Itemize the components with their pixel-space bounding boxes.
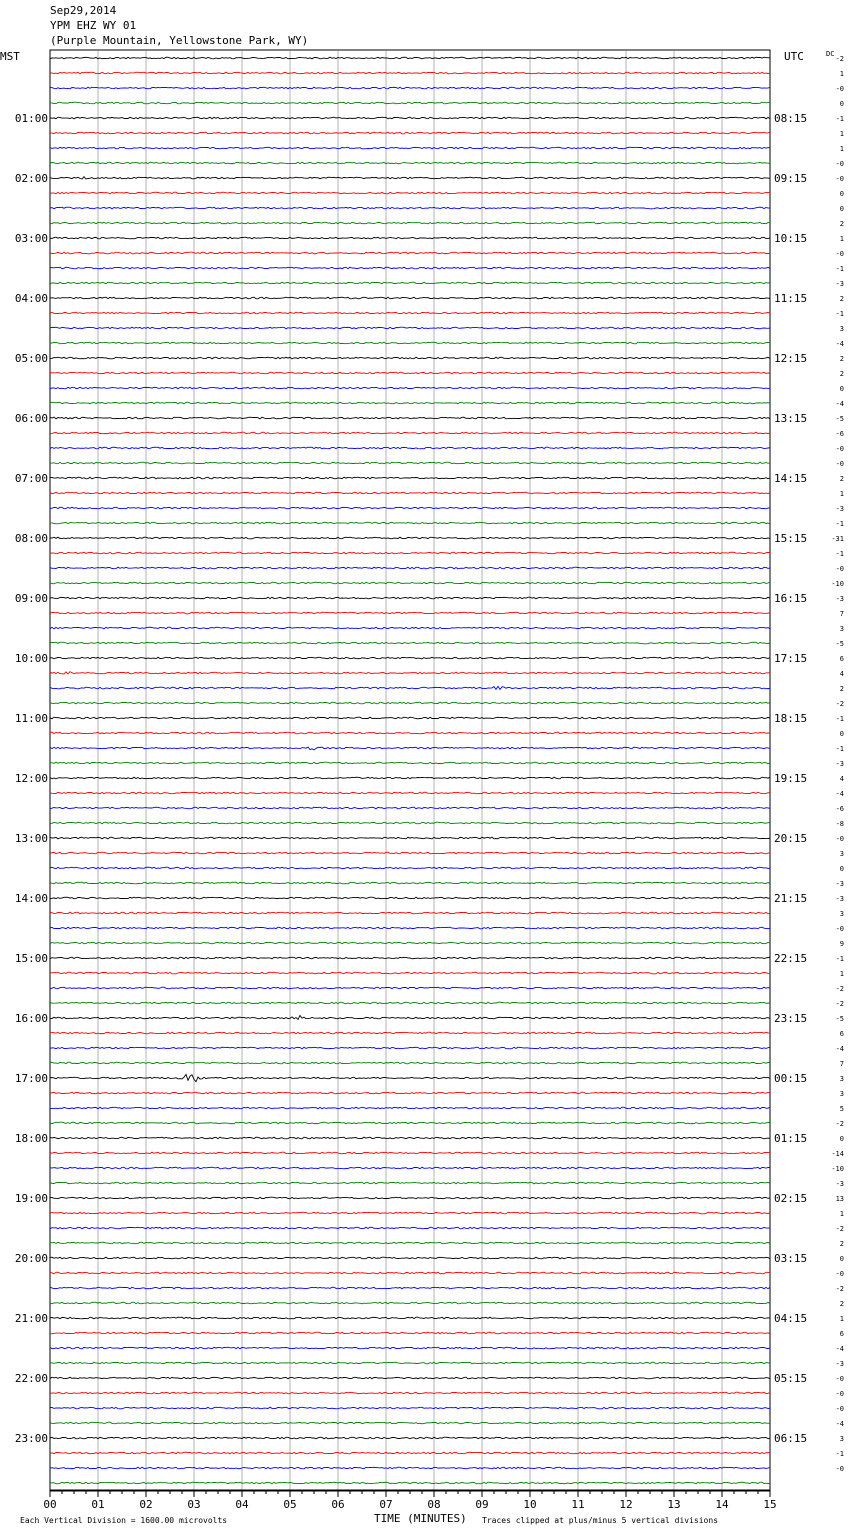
seismic-trace: [50, 1317, 770, 1319]
seismic-trace: [50, 237, 770, 239]
clip-note: Traces clipped at plus/minus 5 vertical divisions: [482, 1516, 719, 1525]
dc-offset-label: -3: [835, 1360, 844, 1368]
dc-offset-label: 7: [839, 610, 844, 618]
left-hour-label: 09:00: [14, 592, 48, 605]
x-tick-label: 01: [91, 1498, 105, 1511]
dc-offset-label: 5: [839, 1105, 844, 1113]
dc-offset-label: -0: [835, 85, 844, 93]
seismic-trace: [50, 1437, 770, 1439]
seismic-trace: [50, 1227, 770, 1229]
right-hour-label: 10:15: [774, 232, 808, 245]
right-timezone-label: UTC: [784, 50, 804, 63]
seismic-trace: [50, 702, 770, 704]
dc-offset-label: -0: [835, 1390, 844, 1398]
dc-offset-label: -3: [835, 595, 844, 603]
seismic-trace: [50, 372, 770, 374]
location-label: (Purple Mountain, Yellowstone Park, WY): [50, 34, 309, 47]
dc-offset-label: 4: [839, 670, 844, 678]
x-tick-label: 12: [619, 1498, 633, 1511]
scale-note: Each Vertical Division = 1600.00 microvolts: [20, 1516, 228, 1525]
seismic-trace: [50, 897, 770, 899]
dc-offset-label: -0: [835, 565, 844, 573]
dc-offset-label: -3: [835, 1180, 844, 1188]
seismic-trace: [50, 1182, 770, 1184]
dc-offset-label: -6: [835, 805, 844, 813]
dc-offset-label: -1: [835, 520, 844, 528]
seismic-trace: [50, 1107, 770, 1109]
seismic-trace: [50, 117, 770, 119]
dc-offset-label: -2: [835, 985, 844, 993]
x-tick-label: 10: [523, 1498, 537, 1511]
dc-offset-label: 2: [839, 1300, 844, 1308]
seismic-trace: [50, 1092, 770, 1094]
seismic-trace: [50, 342, 770, 344]
left-hour-label: 21:00: [14, 1312, 48, 1325]
dc-offset-label: 13: [835, 1195, 844, 1203]
dc-offset-label: 1: [839, 235, 844, 243]
dc-header-label: DC: [826, 50, 835, 58]
dc-offset-label: 2: [839, 355, 844, 363]
seismic-trace: [50, 132, 770, 134]
dc-offset-label: 2: [839, 685, 844, 693]
dc-offset-label: -0: [835, 925, 844, 933]
seismic-trace: [50, 627, 770, 629]
seismic-trace: [50, 147, 770, 149]
seismic-trace: [50, 252, 770, 254]
seismic-trace: [50, 1167, 770, 1169]
seismic-trace: [50, 567, 770, 569]
x-tick-label: 11: [571, 1498, 585, 1511]
right-hour-label: 20:15: [774, 832, 808, 845]
seismic-trace: [50, 1152, 770, 1154]
right-hour-label: 00:15: [774, 1072, 808, 1085]
dc-offset-label: 1: [839, 70, 844, 78]
dc-offset-label: -0: [835, 1465, 844, 1473]
seismic-trace: [50, 882, 770, 884]
seismic-trace: [50, 612, 770, 614]
seismic-trace: [50, 642, 770, 644]
left-hour-label: 15:00: [14, 952, 48, 965]
dc-offset-label: -0: [835, 160, 844, 168]
seismic-trace: [50, 807, 770, 809]
left-hour-label: 08:00: [14, 532, 48, 545]
left-hour-label: 01:00: [14, 112, 48, 125]
seismic-trace: [50, 417, 770, 419]
seismic-trace: [50, 102, 770, 104]
x-tick-label: 00: [43, 1498, 57, 1511]
seismic-trace: [50, 732, 770, 734]
x-tick-label: 05: [283, 1498, 297, 1511]
dc-offset-label: 4: [839, 775, 844, 783]
left-hour-label: 23:00: [14, 1432, 48, 1445]
dc-offset-label: -3: [835, 760, 844, 768]
seismic-trace: [50, 582, 770, 584]
dc-offset-label: 1: [839, 130, 844, 138]
dc-offset-label: -2: [835, 1120, 844, 1128]
left-hour-label: 04:00: [14, 292, 48, 305]
seismic-trace: [50, 387, 770, 389]
dc-offset-label: 6: [839, 1330, 844, 1338]
seismic-trace: [50, 57, 770, 59]
dc-offset-label: 6: [839, 1030, 844, 1038]
right-hour-label: 18:15: [774, 712, 808, 725]
dc-offset-label: -1: [835, 955, 844, 963]
x-tick-label: 02: [139, 1498, 153, 1511]
left-hour-label: 03:00: [14, 232, 48, 245]
right-hour-label: 19:15: [774, 772, 808, 785]
x-axis-title: TIME (MINUTES): [374, 1512, 467, 1525]
seismic-trace: [50, 1242, 770, 1244]
seismic-trace: [50, 1482, 770, 1484]
right-hour-label: 22:15: [774, 952, 808, 965]
seismic-trace: [50, 672, 770, 674]
seismic-trace: [50, 1272, 770, 1274]
right-hour-label: 04:15: [774, 1312, 808, 1325]
seismic-trace: [50, 657, 770, 659]
dc-offset-label: -1: [835, 1450, 844, 1458]
right-hour-label: 14:15: [774, 472, 808, 485]
dc-offset-label: -4: [835, 340, 844, 348]
left-hour-label: 02:00: [14, 172, 48, 185]
x-tick-label: 15: [763, 1498, 777, 1511]
seismic-trace: [50, 852, 770, 854]
seismic-trace: [50, 1377, 770, 1379]
x-tick-label: 13: [667, 1498, 681, 1511]
dc-offset-label: -4: [835, 1345, 844, 1353]
seismic-trace: [50, 762, 770, 764]
seismic-trace: [50, 1347, 770, 1349]
dc-offset-label: -0: [835, 250, 844, 258]
right-hour-label: 06:15: [774, 1432, 808, 1445]
dc-offset-label: 2: [839, 220, 844, 228]
seismic-trace: [50, 1212, 770, 1214]
seismic-trace: [50, 1452, 770, 1454]
dc-offset-label: 0: [839, 100, 844, 108]
dc-offset-label: 3: [839, 1075, 844, 1083]
seismic-trace: [50, 1407, 770, 1409]
seismic-trace: [50, 927, 770, 929]
left-hour-label: 20:00: [14, 1252, 48, 1265]
seismic-trace: [50, 87, 770, 89]
dc-offset-label: -4: [835, 790, 844, 798]
dc-offset-label: 2: [839, 475, 844, 483]
x-tick-label: 04: [235, 1498, 249, 1511]
dc-offset-label: -0: [835, 1270, 844, 1278]
seismic-trace: [50, 432, 770, 434]
seismic-trace: [50, 686, 770, 689]
seismic-trace: [50, 717, 770, 719]
left-hour-label: 12:00: [14, 772, 48, 785]
seismic-trace: [50, 207, 770, 209]
dc-offset-label: -2: [835, 55, 844, 63]
right-hour-label: 03:15: [774, 1252, 808, 1265]
seismic-trace: [50, 552, 770, 554]
seismic-trace: [50, 1032, 770, 1034]
seismic-trace: [50, 597, 770, 599]
left-hour-label: 05:00: [14, 352, 48, 365]
dc-offset-label: -4: [835, 400, 844, 408]
seismic-trace: [50, 792, 770, 794]
left-hour-label: 06:00: [14, 412, 48, 425]
dc-offset-label: -5: [835, 415, 844, 423]
seismic-trace: [50, 867, 770, 869]
seismic-trace: [50, 1047, 770, 1049]
seismic-trace: [50, 942, 770, 944]
dc-offset-label: -3: [835, 280, 844, 288]
right-hour-label: 09:15: [774, 172, 808, 185]
dc-offset-label: 1: [839, 1315, 844, 1323]
seismic-trace: [50, 822, 770, 824]
right-hour-label: 17:15: [774, 652, 808, 665]
dc-offset-label: 2: [839, 370, 844, 378]
left-hour-label: 16:00: [14, 1012, 48, 1025]
seismic-trace: [50, 1302, 770, 1304]
dc-offset-label: 2: [839, 1240, 844, 1248]
seismic-trace: [50, 492, 770, 494]
dc-offset-label: -0: [835, 1405, 844, 1413]
right-hour-label: 13:15: [774, 412, 808, 425]
dc-offset-label: 3: [839, 910, 844, 918]
seismic-trace: [50, 222, 770, 224]
seismic-trace: [50, 777, 770, 779]
dc-offset-label: 3: [839, 1090, 844, 1098]
seismic-trace: [50, 402, 770, 404]
right-hour-label: 15:15: [774, 532, 808, 545]
seismic-trace: [50, 912, 770, 914]
x-tick-label: 14: [715, 1498, 729, 1511]
dc-offset-label: 0: [839, 865, 844, 873]
dc-offset-label: 0: [839, 205, 844, 213]
dc-offset-label: 3: [839, 850, 844, 858]
plot-frame: [50, 50, 770, 1491]
seismic-trace: [50, 177, 770, 179]
left-hour-label: 19:00: [14, 1192, 48, 1205]
dc-offset-label: -4: [835, 1045, 844, 1053]
left-hour-label: 18:00: [14, 1132, 48, 1145]
left-hour-label: 14:00: [14, 892, 48, 905]
seismic-trace: [50, 1362, 770, 1364]
seismic-trace: [50, 1137, 770, 1139]
dc-offset-label: -3: [835, 895, 844, 903]
seismic-trace: [50, 282, 770, 284]
dc-offset-label: -0: [835, 445, 844, 453]
left-hour-label: 17:00: [14, 1072, 48, 1085]
left-hour-label: 11:00: [14, 712, 48, 725]
seismic-trace: [50, 522, 770, 524]
dc-offset-label: -2: [835, 1285, 844, 1293]
dc-offset-label: -0: [835, 460, 844, 468]
date-label: Sep29,2014: [50, 4, 117, 17]
dc-offset-label: 6: [839, 655, 844, 663]
seismic-trace: [50, 1122, 770, 1124]
station-label: YPM EHZ WY 01: [50, 19, 137, 32]
dc-offset-label: 1: [839, 145, 844, 153]
dc-offset-label: 1: [839, 970, 844, 978]
dc-offset-label: 0: [839, 385, 844, 393]
dc-offset-label: 1: [839, 1210, 844, 1218]
seismic-trace: [50, 1197, 770, 1199]
dc-offset-label: 3: [839, 1435, 844, 1443]
right-hour-label: 11:15: [774, 292, 808, 305]
dc-offset-label: -2: [835, 1225, 844, 1233]
dc-offset-label: -4: [835, 1420, 844, 1428]
x-tick-label: 08: [427, 1498, 441, 1511]
dc-offset-label: -10: [831, 580, 844, 588]
x-tick-label: 07: [379, 1498, 393, 1511]
seismic-trace: [50, 312, 770, 314]
dc-offset-label: 3: [839, 625, 844, 633]
dc-offset-label: -5: [835, 1015, 844, 1023]
seismic-trace: [50, 1075, 770, 1082]
seismic-trace: [50, 837, 770, 839]
dc-offset-label: 9: [839, 940, 844, 948]
seismic-trace: [50, 1422, 770, 1424]
right-hour-label: 23:15: [774, 1012, 808, 1025]
right-hour-label: 21:15: [774, 892, 808, 905]
dc-offset-label: 2: [839, 295, 844, 303]
dc-offset-label: -6: [835, 430, 844, 438]
seismic-trace: [50, 72, 770, 74]
seismic-trace: [50, 1016, 770, 1020]
dc-offset-label: -10: [831, 1165, 844, 1173]
seismic-trace: [50, 1002, 770, 1004]
dc-offset-label: -0: [835, 175, 844, 183]
seismic-trace: [50, 1332, 770, 1334]
dc-offset-label: 0: [839, 1135, 844, 1143]
dc-offset-label: 3: [839, 325, 844, 333]
seismic-trace: [50, 357, 770, 359]
dc-offset-label: 0: [839, 1255, 844, 1263]
dc-offset-label: -8: [835, 820, 844, 828]
x-tick-label: 06: [331, 1498, 345, 1511]
left-timezone-label: MST: [0, 50, 20, 63]
seismic-trace: [50, 957, 770, 959]
dc-offset-label: -3: [835, 505, 844, 513]
seismic-trace: [50, 1257, 770, 1259]
seismic-trace: [50, 297, 770, 299]
dc-offset-label: -3: [835, 880, 844, 888]
right-hour-label: 02:15: [774, 1192, 808, 1205]
seismic-trace: [50, 1467, 770, 1469]
seismic-trace: [50, 462, 770, 464]
right-hour-label: 12:15: [774, 352, 808, 365]
dc-offset-label: -5: [835, 640, 844, 648]
seismic-trace: [50, 747, 770, 750]
seismic-trace: [50, 267, 770, 269]
dc-offset-label: -1: [835, 265, 844, 273]
seismic-trace: [50, 972, 770, 974]
seismic-trace: [50, 537, 770, 539]
dc-offset-label: -1: [835, 115, 844, 123]
seismic-trace: [50, 507, 770, 509]
left-hour-label: 13:00: [14, 832, 48, 845]
dc-offset-label: -0: [835, 835, 844, 843]
seismic-trace: [50, 987, 770, 989]
x-tick-label: 09: [475, 1498, 489, 1511]
right-hour-label: 16:15: [774, 592, 808, 605]
seismic-trace: [50, 1392, 770, 1394]
dc-offset-label: 7: [839, 1060, 844, 1068]
right-hour-label: 08:15: [774, 112, 808, 125]
dc-offset-label: -31: [831, 535, 844, 543]
right-hour-label: 01:15: [774, 1132, 808, 1145]
seismic-trace: [50, 162, 770, 164]
dc-offset-label: 1: [839, 490, 844, 498]
seismic-trace: [50, 477, 770, 479]
dc-offset-label: 0: [839, 190, 844, 198]
dc-offset-label: -0: [835, 1375, 844, 1383]
dc-offset-label: 0: [839, 730, 844, 738]
seismic-trace: [50, 327, 770, 329]
left-hour-label: 10:00: [14, 652, 48, 665]
seismic-trace: [50, 192, 770, 194]
x-tick-label: 03: [187, 1498, 201, 1511]
dc-offset-label: -1: [835, 550, 844, 558]
seismic-trace: [50, 1062, 770, 1064]
left-hour-label: 07:00: [14, 472, 48, 485]
dc-offset-label: -2: [835, 700, 844, 708]
right-hour-label: 05:15: [774, 1372, 808, 1385]
seismic-trace: [50, 1287, 770, 1289]
dc-offset-label: -1: [835, 745, 844, 753]
seismic-trace: [50, 447, 770, 449]
left-hour-label: 22:00: [14, 1372, 48, 1385]
dc-offset-label: -1: [835, 310, 844, 318]
dc-offset-label: -2: [835, 1000, 844, 1008]
dc-offset-label: -14: [831, 1150, 844, 1158]
dc-offset-label: -1: [835, 715, 844, 723]
